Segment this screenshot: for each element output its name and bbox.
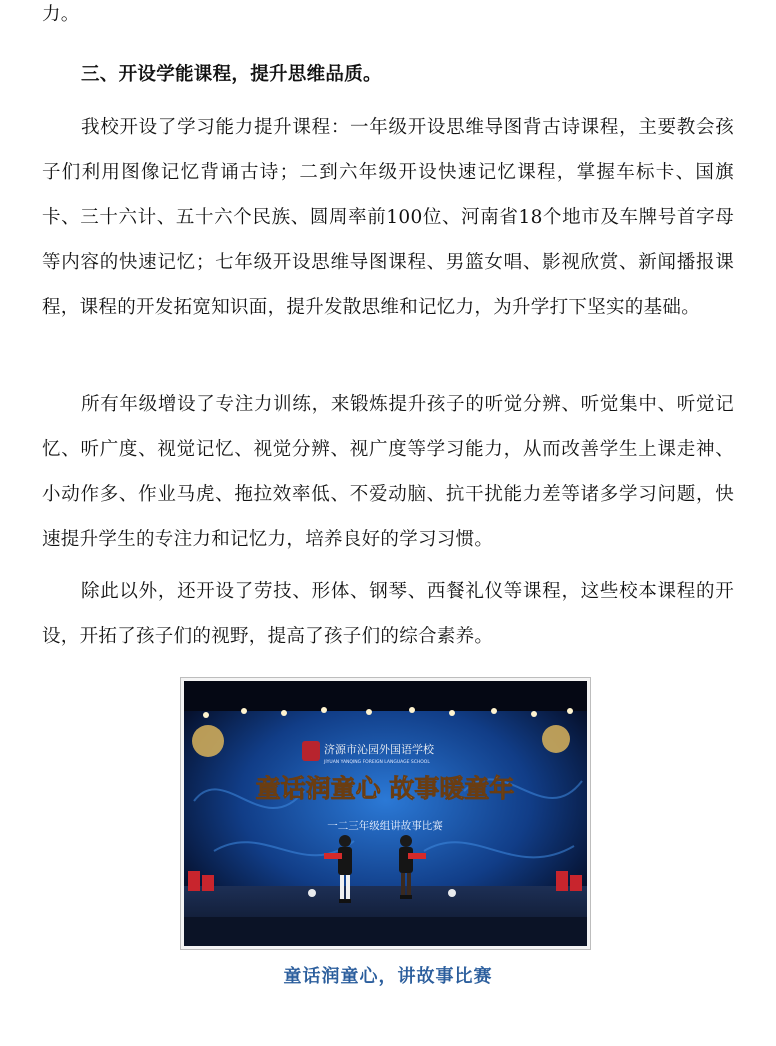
- school-name-en: JIYUAN YANQING FOREIGN LANGUAGE SCHOOL: [324, 760, 430, 765]
- school-name: 济源市沁园外国语学校: [324, 743, 434, 756]
- top-fragment: 力。: [42, 4, 80, 25]
- moon-right: [542, 725, 570, 753]
- banner-subtitle: 一二三年级组讲故事比赛: [327, 820, 443, 832]
- stage-illustration: [184, 681, 587, 946]
- photo-caption: 童话润童心，讲故事比赛: [283, 966, 493, 987]
- paragraph-learning-ability: 我校开设了学习能力提升课程：一年级开设思维导图背古诗课程，主要教会孩子们利用图像记忆背诵古诗；二到六年级开设快速记忆课程，掌握车标卡、国旗卡、三十六计、五十六个民族、圆周率前100位、河南省18个地市及车牌号首字母等内容的快速记忆；七年级开设思维导图课程、男篮女唱、影视欣赏、新闻播报课程，课程的开发拓宽知识面，提升发散思维和记忆力，为升学打下坚实的基础。: [42, 117, 734, 318]
- stage-photo-frame: [180, 677, 591, 950]
- school-logo: [302, 741, 320, 761]
- section-heading: 三、开设学能课程，提升思维品质。: [81, 64, 382, 85]
- stage-photo: [184, 681, 587, 946]
- moon-left: [192, 725, 224, 757]
- banner-title: 童话润童心 故事暖童年: [255, 774, 515, 803]
- paragraph-attention-training: 所有年级增设了专注力训练，来锻炼提升孩子的听觉分辨、听觉集中、听觉记忆、听广度、视觉记忆、视觉分辨、视广度等学习能力，从而改善学生上课走神、小动作多、作业马虎、拖拉效率低、不爱动脑、抗干扰能力差等诸多学习问题，快速提升学生的专注力和记忆力，培养良好的学习习惯。: [42, 394, 734, 550]
- paragraph-other-courses: 除此以外，还开设了劳技、形体、钢琴、西餐礼仪等课程，这些校本课程的开设，开拓了孩子们的视野，提高了孩子们的综合素养。: [42, 581, 734, 647]
